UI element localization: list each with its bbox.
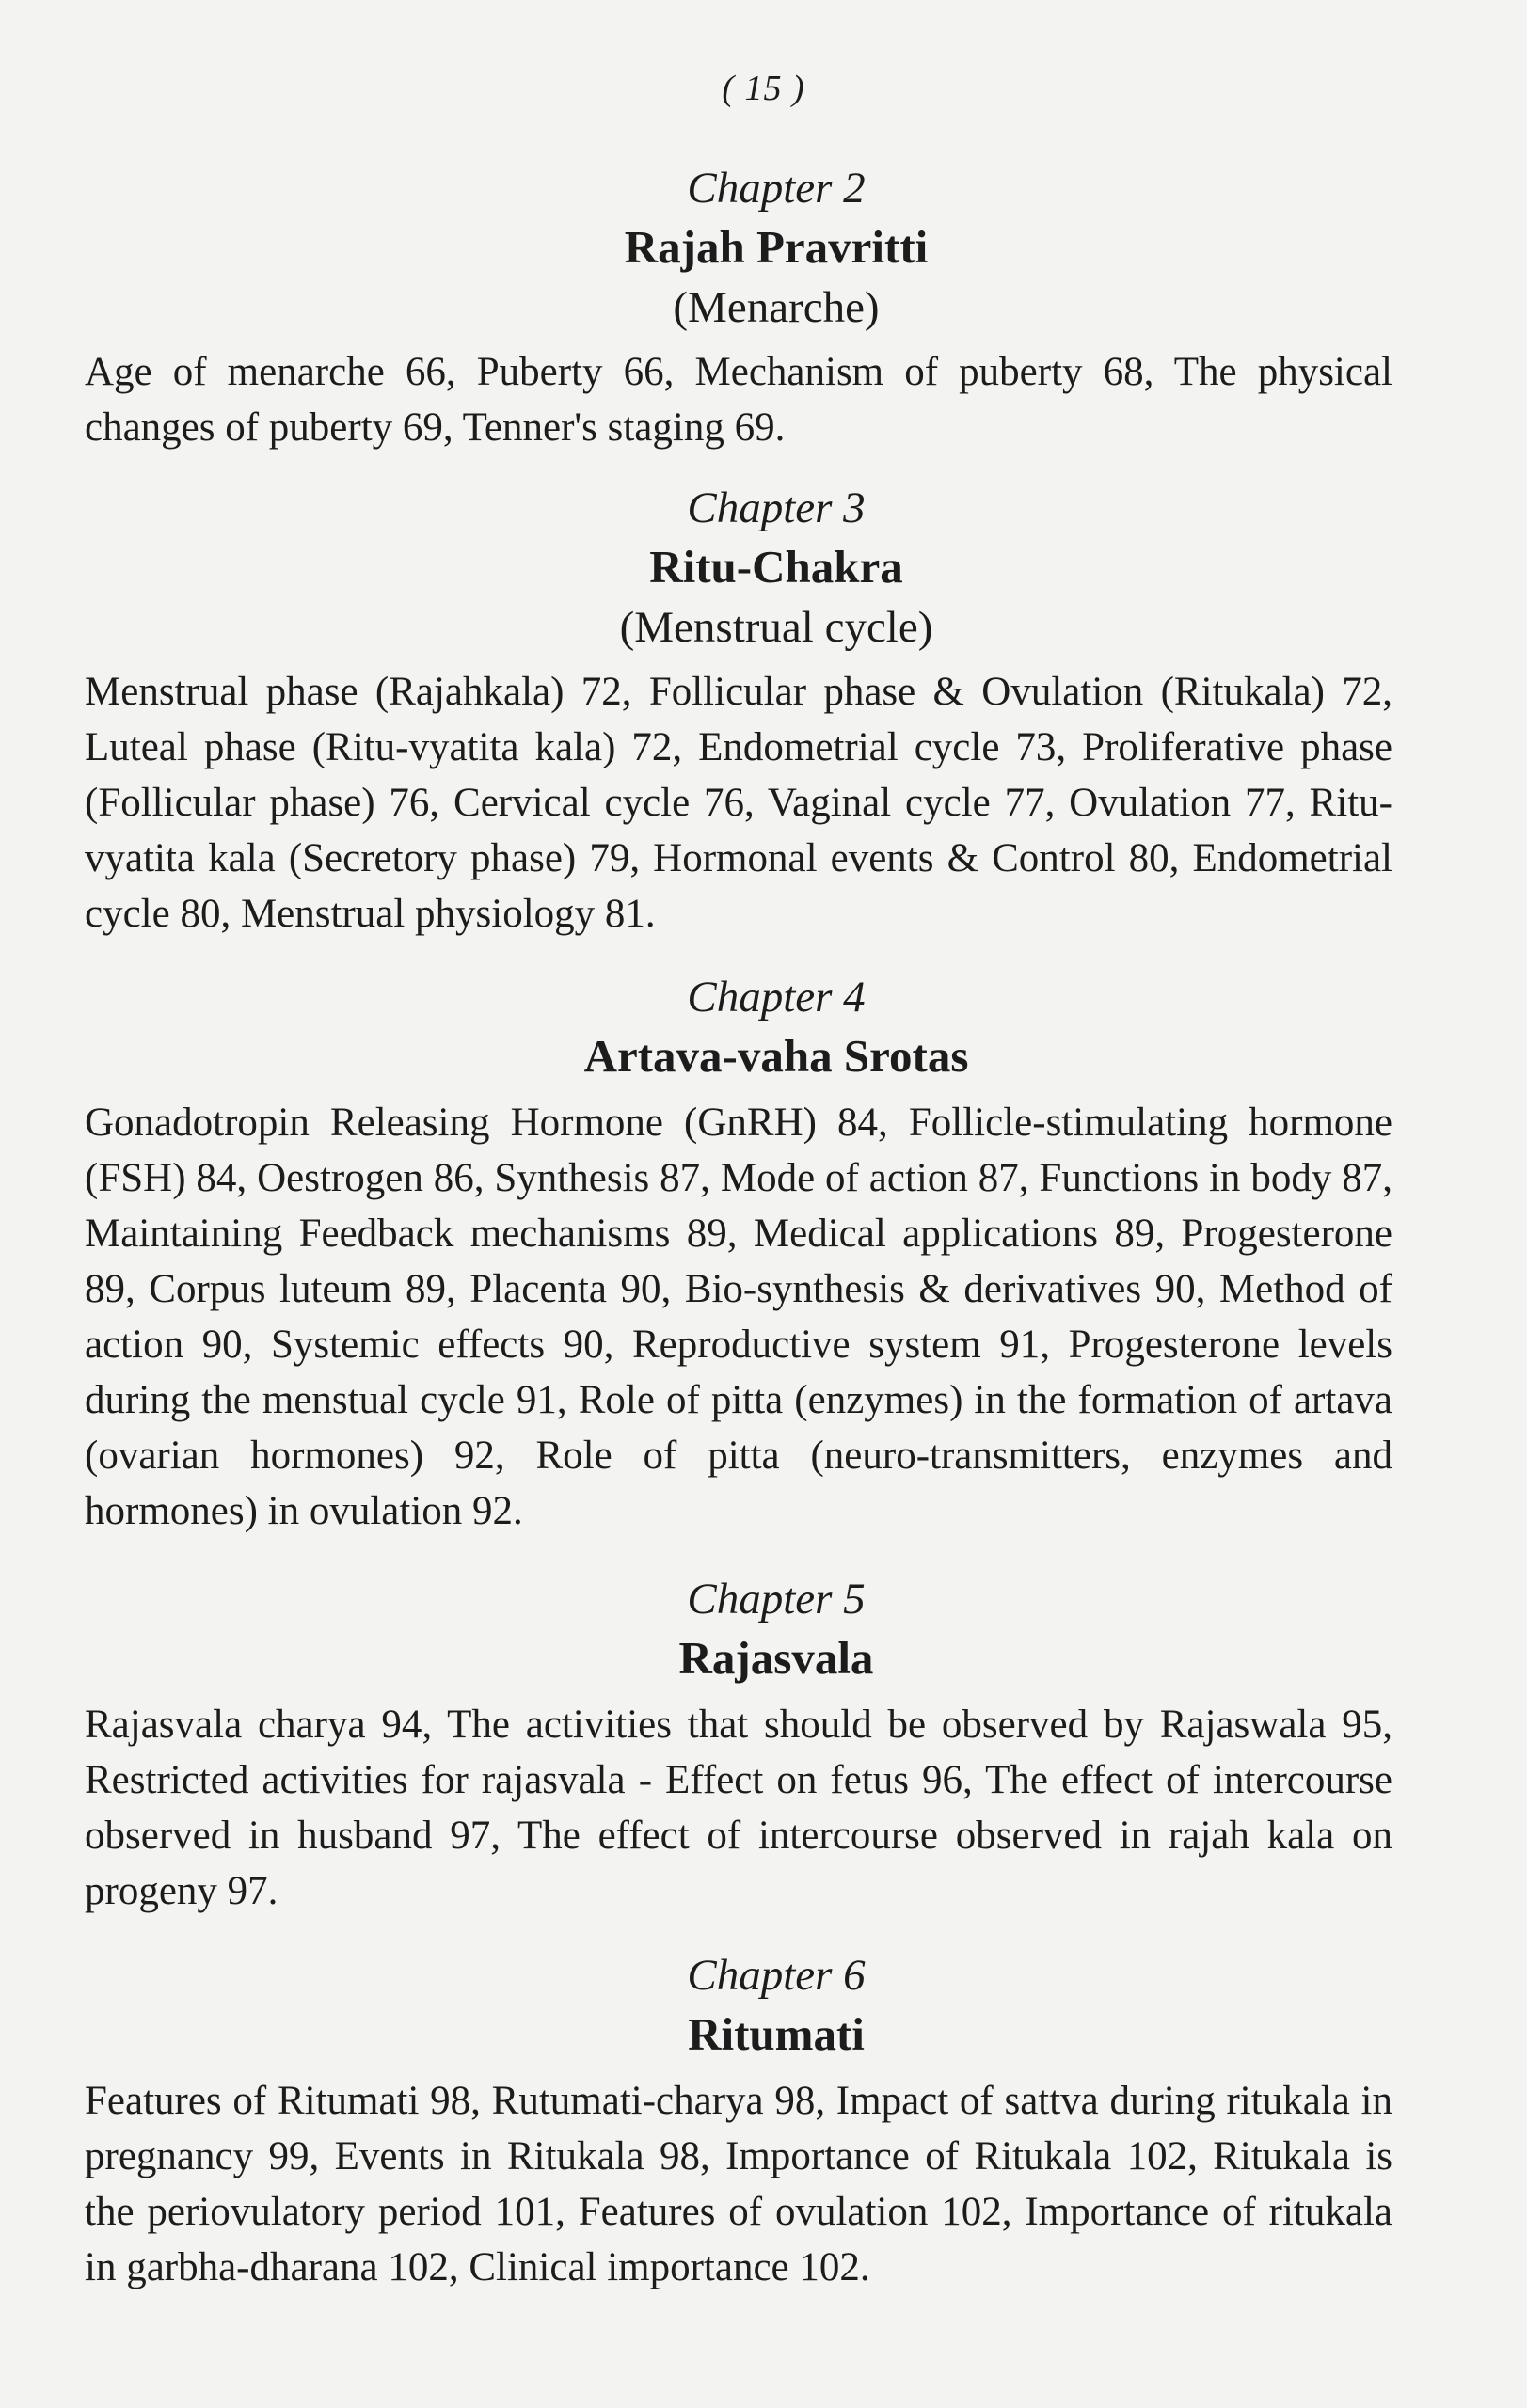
- chapter-6-section: [85, 1947, 1392, 2295]
- chapter-5-section: [85, 1571, 1392, 1919]
- chapter-contents: Gonadotropin Releasing Hormone (GnRH) 84, Follicle-stimulating hormone (FSH) 84, Oestrogen 86, Synthesis 87, Mode of action 87, Functions in body 87, Maintaining Feedback mechanisms 89, Medical applications 89, Progesterone 89, Corpus luteum 89, Placenta 90, Bio-synthesis & derivatives 90, Method of action 90, Systemic effects 90, Reproductive system 91, Progesterone levels during the menstual cycle 91, Role of pitta (enzymes) in the formation of artava (ovarian hormones) 92, Role of pitta (neuro-transmitters, enzymes and hormones) in ovulation 92.: [85, 1101, 1392, 1533]
- chapter-label: Chapter 6: [687, 1951, 866, 2000]
- chapter-label: Chapter 4: [687, 973, 866, 1022]
- chapter-contents: Age of menarche 66, Puberty 66, Mechanism of puberty 68, The physical changes of puberty 69, Tenner's staging 69.: [85, 350, 1392, 450]
- chapter-title: Ritu-Chakra: [649, 541, 903, 593]
- chapter-label: Chapter 2: [687, 164, 866, 213]
- chapter-contents: Menstrual phase (Rajahkala) 72, Follicular phase & Ovulation (Ritukala) 72, Luteal phase (Ritu-vyatita kala) 72, Endometrial cycle 73, Proliferative phase (Follicular phase) 76, Cervical cycle 76, Vaginal cycle 77, Ovulation 77, Ritu-vyatita kala (Secretory phase) 79, Hormonal events & Control 80, Endometrial cycle 80, Menstrual physiology 81.: [85, 670, 1392, 936]
- chapter-subtitle: (Menarche): [673, 283, 880, 332]
- chapter-label: Chapter 5: [687, 1575, 866, 1624]
- chapter-title: Ritumati: [688, 2008, 865, 2060]
- page-number: ( 15 ): [722, 69, 805, 108]
- chapter-4-section: [85, 969, 1392, 1539]
- chapter-label: Chapter 3: [687, 483, 866, 532]
- chapter-title: Rajasvala: [678, 1632, 874, 1684]
- chapter-2-section: [85, 160, 1392, 455]
- chapter-contents: Rajasvala charya 94, The activities that should be observed by Rajaswala 95, Restricted activities for rajasvala - Effect on fetus 96, The effect of intercourse observed in husband 97, The effect of intercourse observed in rajah kala on progeny 97.: [85, 1703, 1392, 1913]
- chapter-contents: Features of Ritumati 98, Rutumati-charya 98, Impact of sattva during ritukala in pregnancy 99, Events in Ritukala 98, Importance of Ritukala 102, Ritukala is the periovulatory period 101, Features of ovulation 102, Importance of ritukala in garbha-dharana 102, Clinical importance 102.: [85, 2079, 1392, 2289]
- chapter-title: Artava-vaha Srotas: [583, 1030, 969, 1082]
- chapter-3-section: [85, 480, 1392, 942]
- chapter-subtitle: (Menstrual cycle): [619, 603, 933, 652]
- chapter-title: Rajah Pravritti: [624, 221, 929, 273]
